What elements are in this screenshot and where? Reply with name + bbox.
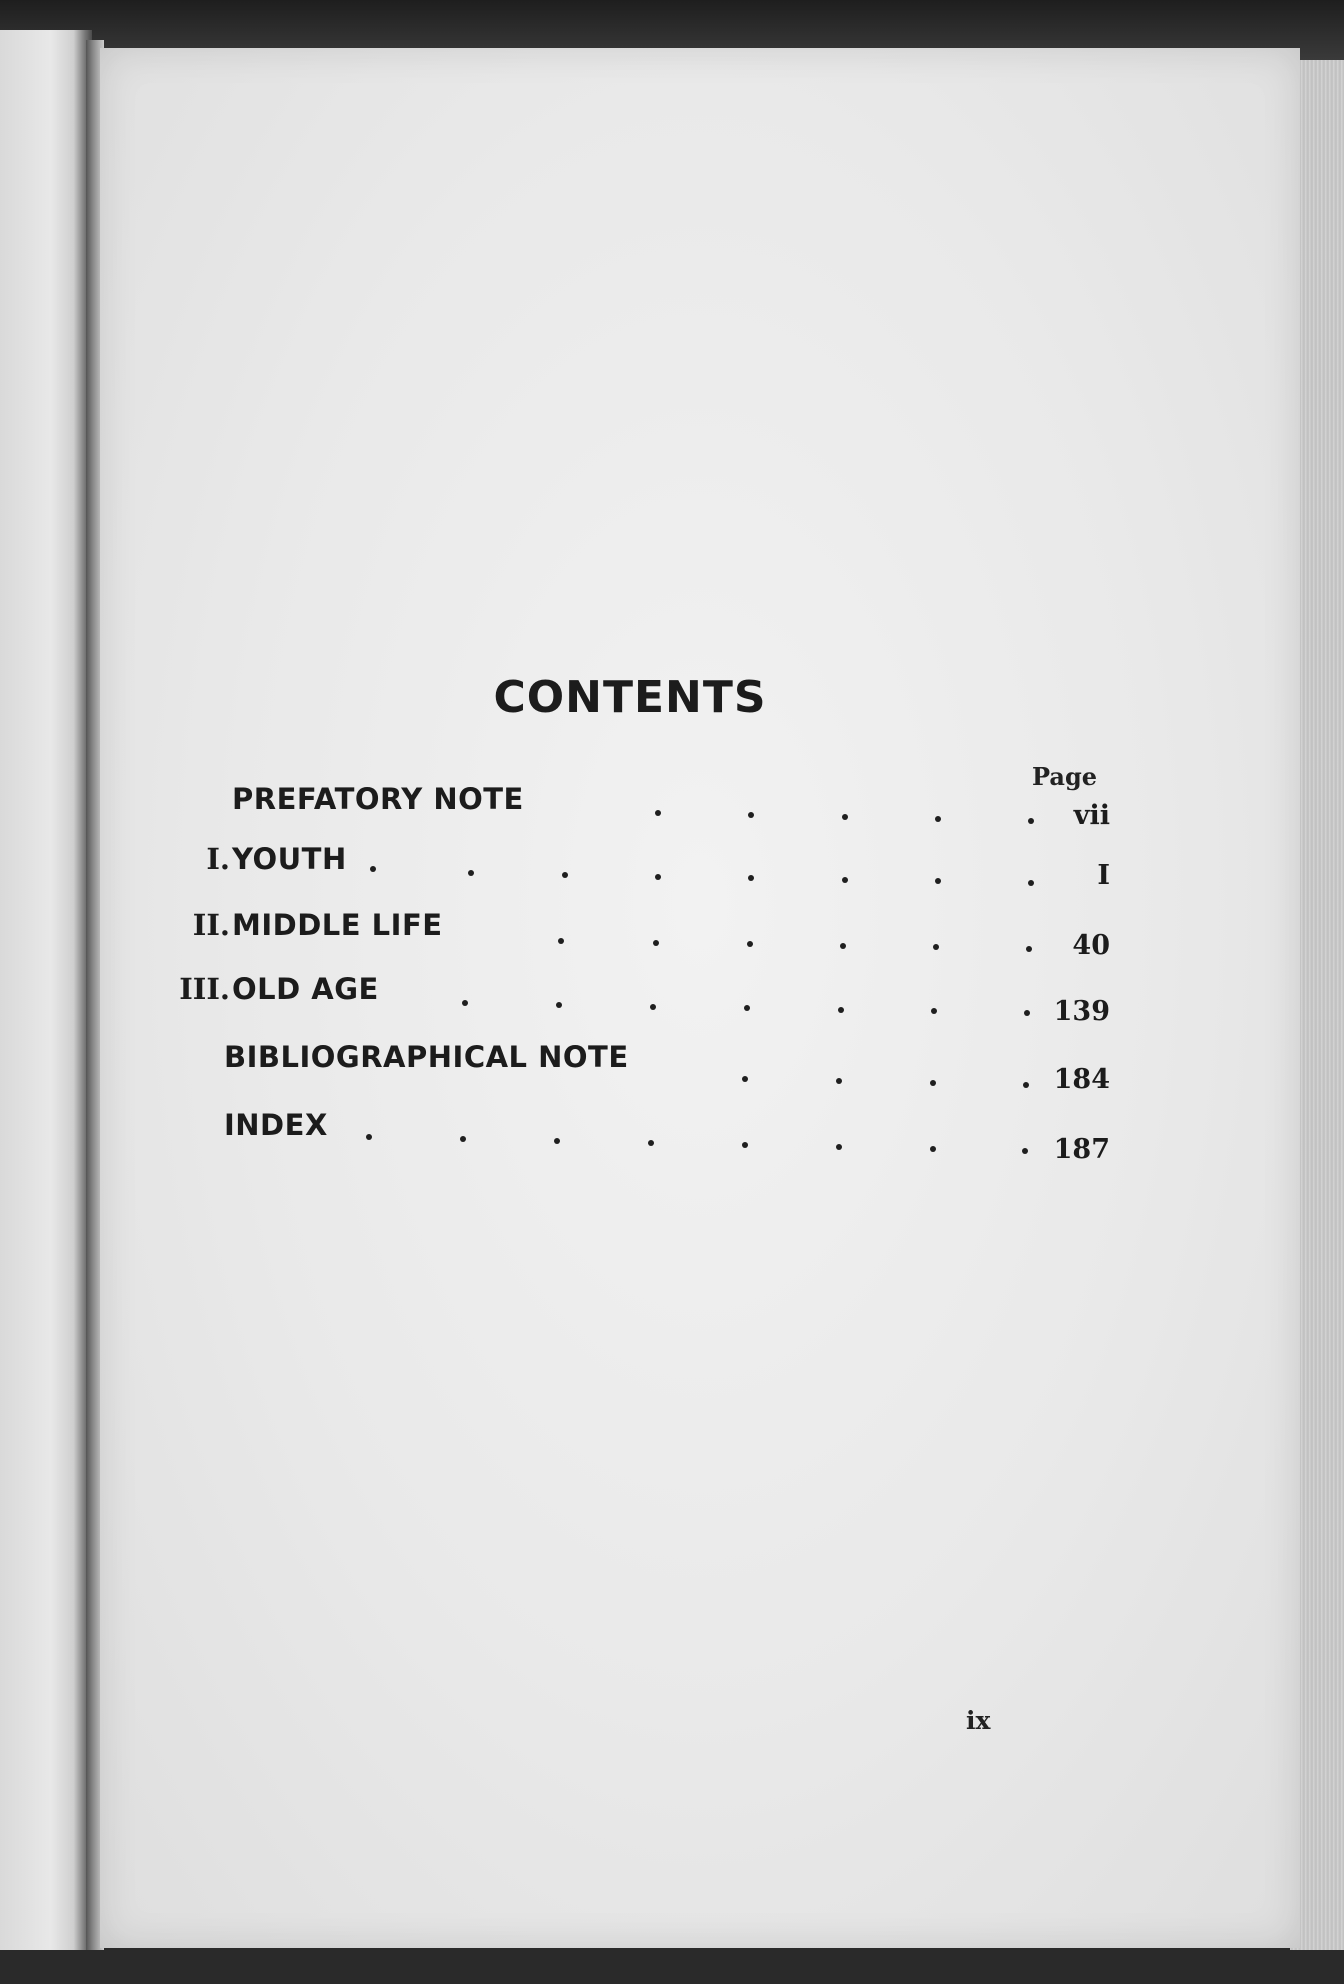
toc-entry-number: I. (206, 842, 230, 876)
toc-entry-title: YOUTH (232, 842, 347, 876)
leader-dot (842, 814, 848, 820)
leader-dot (748, 875, 754, 881)
toc-entry-prefatory-note (150, 782, 1110, 831)
leader-dot (558, 938, 564, 944)
toc-entry-page: 187 (1053, 1134, 1110, 1165)
toc-entry-page: I (1097, 860, 1110, 891)
toc-entry-title: BIBLIOGRAPHICAL NOTE (224, 1040, 629, 1074)
contents-heading: CONTENTS (493, 672, 767, 723)
leader-dot (930, 1080, 936, 1086)
toc-entry-page: 139 (1053, 996, 1110, 1027)
leader-dot (840, 943, 846, 949)
leader-dot (748, 812, 754, 818)
leader-dot (742, 1076, 748, 1082)
scan-background-bottom (0, 1950, 1344, 1984)
leader-dot (366, 1134, 372, 1140)
toc-entry-page: vii (1073, 800, 1110, 831)
leader-dot (930, 1146, 936, 1152)
leader-dot (648, 1140, 654, 1146)
toc-entry-middle-life (150, 908, 1110, 961)
leader-dot (742, 1142, 748, 1148)
page-column-label: Page (1032, 762, 1098, 791)
page-folio-number: ix (966, 1706, 991, 1735)
leader-dot (935, 816, 941, 822)
leader-dot (836, 1144, 842, 1150)
leader-dot (468, 870, 474, 876)
leader-dot (836, 1078, 842, 1084)
leader-dot (1026, 946, 1032, 952)
toc-entry-youth (150, 842, 1110, 891)
facing-page-edge (0, 30, 92, 1960)
leader-dot (1028, 880, 1034, 886)
leader-dot (562, 872, 568, 878)
leader-dot (1023, 1082, 1029, 1088)
toc-entry-title: MIDDLE LIFE (232, 908, 443, 942)
leader-dot (556, 1002, 562, 1008)
toc-entry-number: III. (179, 972, 230, 1006)
leader-dot (653, 940, 659, 946)
leader-dot (460, 1136, 466, 1142)
leader-dot (1022, 1148, 1028, 1154)
leader-dot (462, 1000, 468, 1006)
leader-dot (655, 874, 661, 880)
leader-dot (655, 810, 661, 816)
leader-dot (744, 1005, 750, 1011)
toc-entry-old-age (150, 972, 1110, 1027)
toc-entry-title: OLD AGE (232, 972, 379, 1006)
leader-dot (1028, 818, 1034, 824)
toc-entry-page: 40 (1072, 930, 1110, 961)
leader-dot (747, 941, 753, 947)
toc-entry-bibliographical-note (150, 1040, 1110, 1095)
leader-dot (935, 878, 941, 884)
toc-entry-index (150, 1108, 1110, 1165)
leader-dot (370, 866, 376, 872)
leader-dot (931, 1008, 937, 1014)
toc-entry-page: 184 (1053, 1064, 1110, 1095)
leader-dot (838, 1007, 844, 1013)
toc-entry-title: INDEX (224, 1108, 328, 1142)
leader-dot (842, 877, 848, 883)
toc-entry-title: PREFATORY NOTE (232, 782, 524, 816)
leader-dot (650, 1004, 656, 1010)
leader-dot (933, 944, 939, 950)
leader-dot (1024, 1010, 1030, 1016)
leader-dot (554, 1138, 560, 1144)
toc-entry-number: II. (192, 908, 230, 942)
